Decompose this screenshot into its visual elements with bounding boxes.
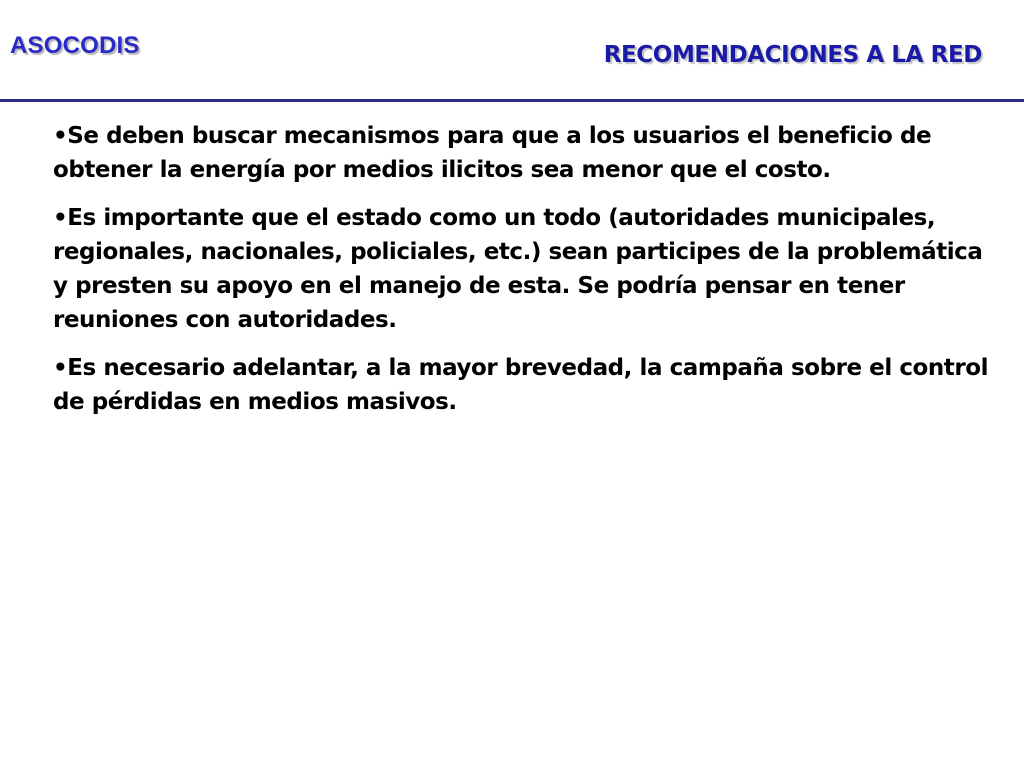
bullet-item-1 [53,119,993,187]
bullet-marker: • [53,205,68,231]
bullet-list [53,119,993,433]
header-divider [0,99,1024,102]
bullet-item-3 [53,351,993,419]
bullet-text: Se deben buscar mecanismos para que a los usuarios el beneficio de obtener la energía por medios ilicitos sea menor que el costo. [53,123,932,183]
slide-title: RECOMENDACIONES A LA RED [603,42,982,68]
logo-text: ASOCODIS [10,32,140,59]
bullet-text: Es necesario adelantar, a la mayor brevedad, la campaña sobre el control de pérdidas en medios masivos. [53,355,989,415]
bullet-marker: • [53,355,68,381]
bullet-marker: • [53,123,68,149]
bullet-item-2 [53,201,993,337]
bullet-text: Es importante que el estado como un todo (autoridades municipales, regionales, nacionales, policiales, etc.) sean participes de la problemática y presten su apoyo en el manejo de esta. Se podría pensar en tener reuniones con autoridades. [53,205,983,333]
